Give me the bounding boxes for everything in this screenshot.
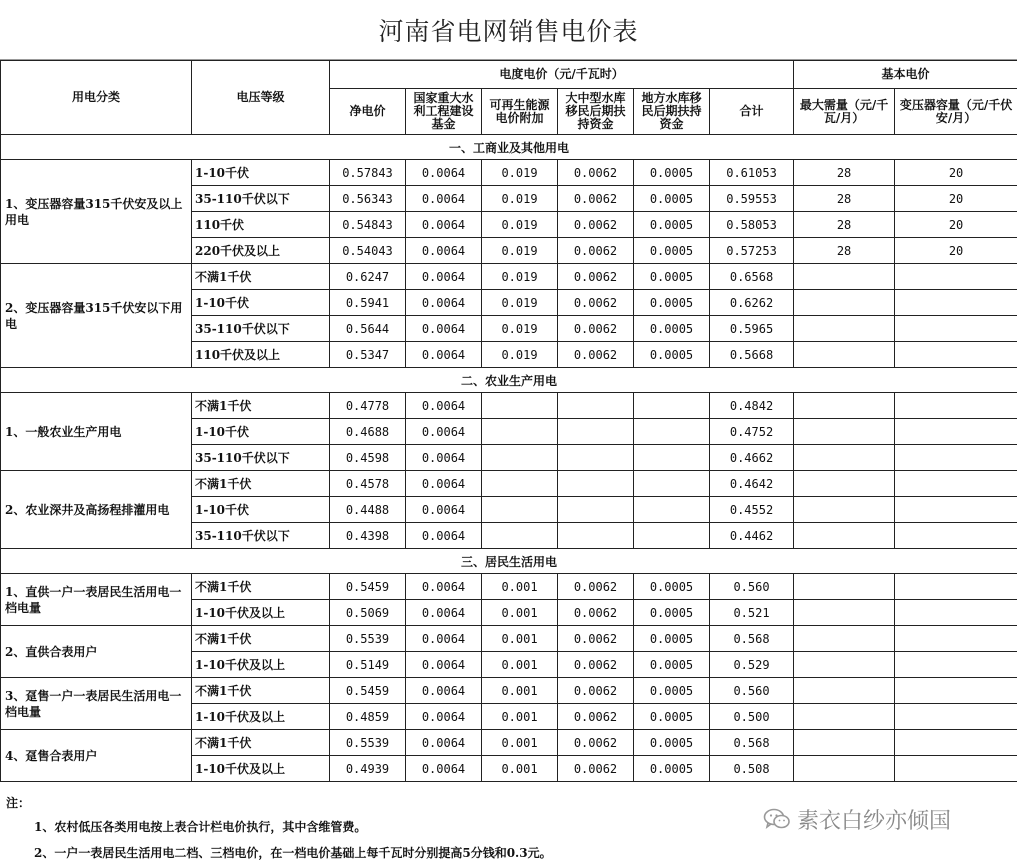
- value-cell: [558, 419, 634, 445]
- value-cell: 0.0064: [406, 471, 482, 497]
- value-cell: 0.0062: [558, 652, 634, 678]
- value-cell: 0.5668: [710, 342, 794, 368]
- category-cell: 4、趸售合表用户: [1, 730, 192, 782]
- value-cell: [794, 730, 895, 756]
- value-cell: 0.0064: [406, 730, 482, 756]
- category-cell: 2、变压器容量315千伏安以下用电: [1, 264, 192, 368]
- value-cell: 28: [794, 160, 895, 186]
- value-cell: 0.0062: [558, 756, 634, 782]
- voltage-cell: 35-110千伏以下: [192, 186, 330, 212]
- header-total: 合计: [710, 89, 794, 135]
- value-cell: 0.5941: [330, 290, 406, 316]
- section-title: 三、居民生活用电: [1, 549, 1017, 574]
- value-cell: 0.521: [710, 600, 794, 626]
- note-line-2: 2、一户一表居民生活用电二档、三档电价，在一档电价基础上每千瓦时分别提高5分钱和0.3元。: [34, 846, 552, 860]
- value-cell: 0.019: [482, 238, 558, 264]
- value-cell: 0.0062: [558, 316, 634, 342]
- header-net-price: 净电价: [330, 89, 406, 135]
- value-cell: 0.001: [482, 626, 558, 652]
- value-cell: 0.0005: [634, 342, 710, 368]
- value-cell: 0.0064: [406, 186, 482, 212]
- value-cell: 0.0062: [558, 186, 634, 212]
- value-cell: [794, 756, 895, 782]
- table-row: [1, 264, 1017, 290]
- value-cell: 0.0005: [634, 678, 710, 704]
- value-cell: 0.4939: [330, 756, 406, 782]
- value-cell: [558, 471, 634, 497]
- value-cell: 0.54843: [330, 212, 406, 238]
- value-cell: 0.508: [710, 756, 794, 782]
- value-cell: 0.0062: [558, 160, 634, 186]
- table-row: [1, 678, 1017, 704]
- value-cell: 0.529: [710, 652, 794, 678]
- value-cell: 0.019: [482, 160, 558, 186]
- value-cell: [558, 393, 634, 419]
- value-cell: 0.6568: [710, 264, 794, 290]
- category-cell: 1、变压器容量315千伏安及以上用电: [1, 160, 192, 264]
- value-cell: [895, 704, 1017, 730]
- value-cell: [794, 678, 895, 704]
- value-cell: 0.6262: [710, 290, 794, 316]
- value-cell: 0.001: [482, 704, 558, 730]
- value-cell: 0.0005: [634, 756, 710, 782]
- value-cell: 0.568: [710, 626, 794, 652]
- watermark: [763, 804, 951, 834]
- value-cell: 0.0064: [406, 212, 482, 238]
- voltage-cell: 不满1千伏: [192, 626, 330, 652]
- value-cell: [794, 419, 895, 445]
- value-cell: 0.019: [482, 316, 558, 342]
- value-cell: [558, 445, 634, 471]
- value-cell: [634, 497, 710, 523]
- value-cell: 0.0062: [558, 600, 634, 626]
- value-cell: [794, 497, 895, 523]
- voltage-cell: 1-10千伏及以上: [192, 600, 330, 626]
- value-cell: [634, 523, 710, 549]
- value-cell: 0.0005: [634, 186, 710, 212]
- watermark-text: 素衣白纱亦倾国: [797, 808, 952, 834]
- voltage-cell: 不满1千伏: [192, 393, 330, 419]
- value-cell: 0.0064: [406, 238, 482, 264]
- value-cell: 0.5459: [330, 574, 406, 600]
- voltage-cell: 不满1千伏: [192, 574, 330, 600]
- value-cell: 0.4752: [710, 419, 794, 445]
- wechat-icon: [763, 807, 791, 831]
- value-cell: [794, 574, 895, 600]
- voltage-cell: 1-10千伏: [192, 497, 330, 523]
- value-cell: 0.019: [482, 264, 558, 290]
- value-cell: 20: [895, 212, 1017, 238]
- value-cell: 0.5644: [330, 316, 406, 342]
- value-cell: 0.5347: [330, 342, 406, 368]
- value-cell: [794, 652, 895, 678]
- header-water-fund: 国家重大水利工程建设基金: [406, 89, 482, 135]
- value-cell: 20: [895, 186, 1017, 212]
- value-cell: [895, 290, 1017, 316]
- value-cell: 28: [794, 212, 895, 238]
- value-cell: [794, 290, 895, 316]
- value-cell: 0.4598: [330, 445, 406, 471]
- value-cell: 0.0064: [406, 497, 482, 523]
- category-cell: 1、一般农业生产用电: [1, 393, 192, 471]
- value-cell: 0.001: [482, 652, 558, 678]
- value-cell: 0.4688: [330, 419, 406, 445]
- notes-label: 注：: [6, 796, 31, 810]
- value-cell: 0.0062: [558, 238, 634, 264]
- value-cell: 0.019: [482, 290, 558, 316]
- section-row: [1, 368, 1017, 393]
- value-cell: 0.500: [710, 704, 794, 730]
- value-cell: 0.0064: [406, 600, 482, 626]
- header-renewable: 可再生能源电价附加: [482, 89, 558, 135]
- value-cell: 0.0005: [634, 652, 710, 678]
- value-cell: 0.0062: [558, 574, 634, 600]
- header-row-1: [1, 61, 1017, 89]
- value-cell: 0.0064: [406, 678, 482, 704]
- value-cell: 0.0064: [406, 290, 482, 316]
- tariff-table: [0, 60, 1017, 782]
- tariff-body: [1, 135, 1017, 782]
- value-cell: 0.0005: [634, 626, 710, 652]
- value-cell: 0.0064: [406, 756, 482, 782]
- value-cell: 0.001: [482, 600, 558, 626]
- value-cell: 0.0064: [406, 160, 482, 186]
- header-voltage: 电压等级: [192, 61, 330, 135]
- table-row: [1, 393, 1017, 419]
- value-cell: [895, 316, 1017, 342]
- header-category: 用电分类: [1, 61, 192, 135]
- voltage-cell: 1-10千伏: [192, 419, 330, 445]
- value-cell: 28: [794, 238, 895, 264]
- value-cell: 0.4859: [330, 704, 406, 730]
- value-cell: 0.5539: [330, 626, 406, 652]
- value-cell: [895, 497, 1017, 523]
- value-cell: 0.0062: [558, 626, 634, 652]
- value-cell: [794, 523, 895, 549]
- value-cell: [794, 626, 895, 652]
- value-cell: 0.57843: [330, 160, 406, 186]
- table-row: [1, 574, 1017, 600]
- value-cell: 0.5069: [330, 600, 406, 626]
- table-row: [1, 471, 1017, 497]
- table-row: [1, 730, 1017, 756]
- title-bar: [0, 0, 1017, 60]
- value-cell: 28: [794, 186, 895, 212]
- header-transformer: 变压器容量（元/千伏安/月）: [895, 89, 1017, 135]
- value-cell: 0.0005: [634, 730, 710, 756]
- section-title: 二、农业生产用电: [1, 368, 1017, 393]
- value-cell: 0.4462: [710, 523, 794, 549]
- value-cell: [794, 316, 895, 342]
- value-cell: 0.0005: [634, 264, 710, 290]
- value-cell: 0.0005: [634, 574, 710, 600]
- value-cell: 0.0064: [406, 393, 482, 419]
- value-cell: 0.0064: [406, 704, 482, 730]
- value-cell: 0.4662: [710, 445, 794, 471]
- value-cell: 0.0064: [406, 316, 482, 342]
- voltage-cell: 不满1千伏: [192, 730, 330, 756]
- value-cell: [895, 652, 1017, 678]
- value-cell: 0.5539: [330, 730, 406, 756]
- value-cell: 0.0064: [406, 523, 482, 549]
- value-cell: [895, 626, 1017, 652]
- value-cell: 20: [895, 160, 1017, 186]
- voltage-cell: 110千伏及以上: [192, 342, 330, 368]
- value-cell: 0.0062: [558, 678, 634, 704]
- voltage-cell: 220千伏及以上: [192, 238, 330, 264]
- category-cell: 2、农业深井及高扬程排灌用电: [1, 471, 192, 549]
- value-cell: 0.0062: [558, 704, 634, 730]
- value-cell: 0.57253: [710, 238, 794, 264]
- value-cell: 0.5965: [710, 316, 794, 342]
- value-cell: [895, 756, 1017, 782]
- value-cell: 0.001: [482, 678, 558, 704]
- table-row: [1, 626, 1017, 652]
- section-title: 一、工商业及其他用电: [1, 135, 1017, 160]
- value-cell: 0.0005: [634, 238, 710, 264]
- value-cell: 0.001: [482, 730, 558, 756]
- voltage-cell: 不满1千伏: [192, 678, 330, 704]
- value-cell: 0.560: [710, 678, 794, 704]
- value-cell: [794, 704, 895, 730]
- section-row: [1, 549, 1017, 574]
- section-row: [1, 135, 1017, 160]
- value-cell: [895, 730, 1017, 756]
- value-cell: 0.0064: [406, 652, 482, 678]
- value-cell: 0.4488: [330, 497, 406, 523]
- value-cell: 0.4778: [330, 393, 406, 419]
- value-cell: 0.019: [482, 342, 558, 368]
- value-cell: [794, 264, 895, 290]
- value-cell: [634, 471, 710, 497]
- value-cell: [482, 471, 558, 497]
- value-cell: 0.58053: [710, 212, 794, 238]
- value-cell: [895, 264, 1017, 290]
- voltage-cell: 1-10千伏及以上: [192, 756, 330, 782]
- voltage-cell: 35-110千伏以下: [192, 523, 330, 549]
- voltage-cell: 35-110千伏以下: [192, 316, 330, 342]
- value-cell: 0.4578: [330, 471, 406, 497]
- value-cell: 0.0005: [634, 212, 710, 238]
- value-cell: 0.0062: [558, 212, 634, 238]
- value-cell: 0.0064: [406, 445, 482, 471]
- value-cell: [895, 574, 1017, 600]
- voltage-cell: 不满1千伏: [192, 471, 330, 497]
- value-cell: 0.001: [482, 574, 558, 600]
- value-cell: [634, 445, 710, 471]
- value-cell: [895, 600, 1017, 626]
- value-cell: 0.0005: [634, 290, 710, 316]
- value-cell: 0.0064: [406, 419, 482, 445]
- value-cell: 0.61053: [710, 160, 794, 186]
- value-cell: 0.0064: [406, 264, 482, 290]
- value-cell: 0.0005: [634, 704, 710, 730]
- value-cell: [482, 393, 558, 419]
- value-cell: [558, 497, 634, 523]
- header-local-reservoir: 地方水库移民后期扶持资金: [634, 89, 710, 135]
- value-cell: [558, 523, 634, 549]
- value-cell: 0.0005: [634, 316, 710, 342]
- value-cell: [794, 471, 895, 497]
- value-cell: [895, 523, 1017, 549]
- value-cell: [895, 471, 1017, 497]
- value-cell: 0.568: [710, 730, 794, 756]
- value-cell: 0.0062: [558, 290, 634, 316]
- value-cell: [794, 445, 895, 471]
- value-cell: 0.0064: [406, 626, 482, 652]
- value-cell: 0.019: [482, 212, 558, 238]
- voltage-cell: 1-10千伏: [192, 290, 330, 316]
- value-cell: [794, 342, 895, 368]
- voltage-cell: 1-10千伏及以上: [192, 704, 330, 730]
- value-cell: 0.4398: [330, 523, 406, 549]
- value-cell: 0.0062: [558, 342, 634, 368]
- category-cell: 2、直供合表用户: [1, 626, 192, 678]
- value-cell: [895, 342, 1017, 368]
- value-cell: [634, 393, 710, 419]
- voltage-cell: 110千伏: [192, 212, 330, 238]
- value-cell: [794, 393, 895, 419]
- value-cell: [482, 497, 558, 523]
- value-cell: [634, 419, 710, 445]
- value-cell: 0.59553: [710, 186, 794, 212]
- value-cell: 0.4842: [710, 393, 794, 419]
- header-basic-price: 基本电价: [794, 61, 1017, 89]
- header-max-demand: 最大需量（元/千瓦/月）: [794, 89, 895, 135]
- value-cell: [895, 445, 1017, 471]
- value-cell: 0.0062: [558, 264, 634, 290]
- value-cell: 0.0005: [634, 600, 710, 626]
- header-energy-price: 电度电价（元/千瓦时）: [330, 61, 794, 89]
- value-cell: 0.5459: [330, 678, 406, 704]
- value-cell: [482, 523, 558, 549]
- category-cell: 1、直供一户一表居民生活用电一档电量: [1, 574, 192, 626]
- value-cell: [895, 393, 1017, 419]
- value-cell: 20: [895, 238, 1017, 264]
- header-large-reservoir: 大中型水库移民后期扶持资金: [558, 89, 634, 135]
- voltage-cell: 不满1千伏: [192, 264, 330, 290]
- value-cell: 0.0005: [634, 160, 710, 186]
- value-cell: 0.019: [482, 186, 558, 212]
- voltage-cell: 1-10千伏: [192, 160, 330, 186]
- table-row: [1, 160, 1017, 186]
- value-cell: [895, 678, 1017, 704]
- value-cell: [794, 600, 895, 626]
- value-cell: 0.54043: [330, 238, 406, 264]
- category-cell: 3、趸售一户一表居民生活用电一档电量: [1, 678, 192, 730]
- value-cell: 0.56343: [330, 186, 406, 212]
- value-cell: 0.0064: [406, 574, 482, 600]
- value-cell: [895, 419, 1017, 445]
- value-cell: 0.4552: [710, 497, 794, 523]
- voltage-cell: 35-110千伏以下: [192, 445, 330, 471]
- voltage-cell: 1-10千伏及以上: [192, 652, 330, 678]
- page-title: 河南省电网销售电价表: [378, 16, 639, 46]
- value-cell: 0.4642: [710, 471, 794, 497]
- note-line-1: 1、农村低压各类用电按上表合计栏电价执行，其中含维管费。: [34, 820, 367, 834]
- value-cell: [482, 445, 558, 471]
- value-cell: 0.6247: [330, 264, 406, 290]
- value-cell: [482, 419, 558, 445]
- value-cell: 0.0062: [558, 730, 634, 756]
- value-cell: 0.0064: [406, 342, 482, 368]
- value-cell: 0.560: [710, 574, 794, 600]
- value-cell: 0.5149: [330, 652, 406, 678]
- value-cell: 0.001: [482, 756, 558, 782]
